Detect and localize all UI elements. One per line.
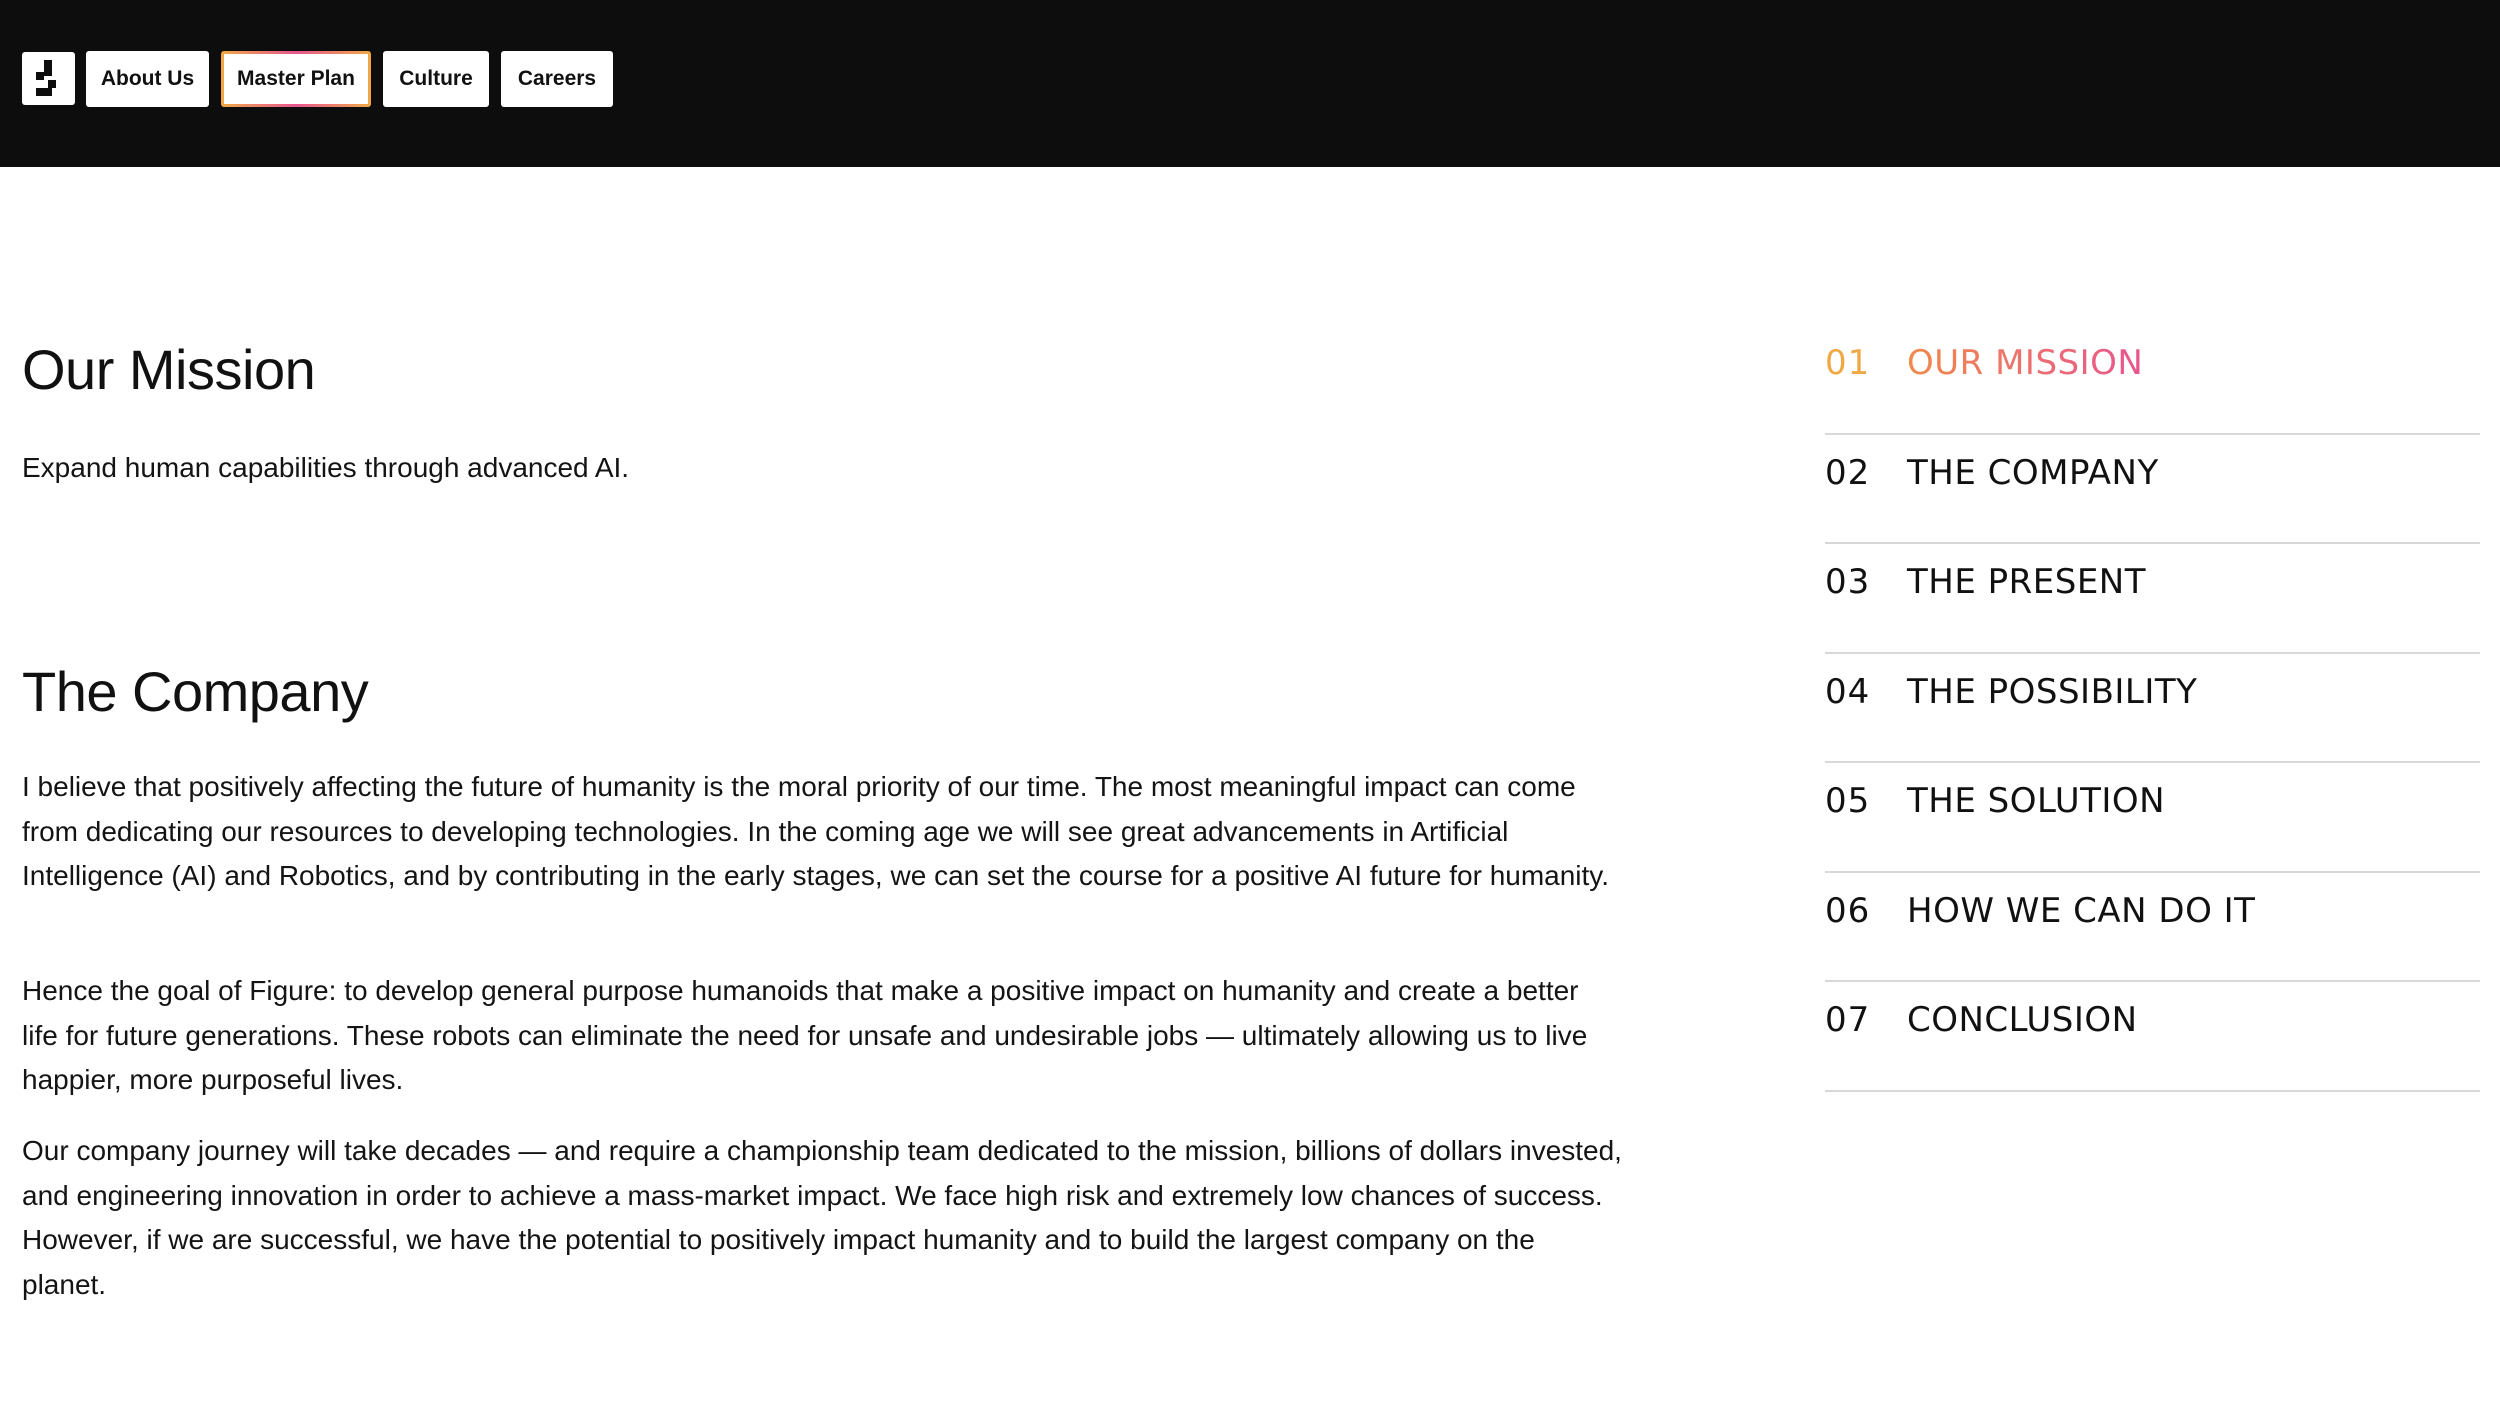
toc-item-the-present[interactable] [1825,544,2480,654]
toc-item-conclusion[interactable] [1825,982,2480,1092]
toc-number: 03 [1825,562,1871,602]
toc-item-the-possibility[interactable] [1825,654,2480,764]
nav-about-us-button[interactable]: About Us [86,51,209,107]
company-paragraph: Our company journey will take decades — and require a championship team dedicated to the mission, billions of dollars invested, and engineering innovation in order to achieve a mass-market impact. We face high risk and extremely low chances of success. However, if we are successful, we have the potential to positively impact humanity and to build the largest company on the planet. [22,1135,1622,1300]
toc-number: 05 [1825,781,1871,821]
toc-label: THE PRESENT [1907,562,2147,602]
company-heading: The Company [22,660,369,723]
mission-statement: Expand human capabilities through advanced AI. [22,452,630,483]
mission-heading: Our Mission [22,338,316,401]
toc-label: CONCLUSION [1907,1000,2138,1040]
toc-item-the-company[interactable] [1825,435,2480,545]
nav-careers-button[interactable]: Careers [501,51,613,107]
toc-label: THE COMPANY [1907,452,2159,493]
figure-logo-icon[interactable] [22,52,75,105]
toc-label: THE POSSIBILITY [1907,671,2198,712]
toc-number: 04 [1825,671,1871,712]
toc-number: 07 [1825,1000,1871,1040]
toc-number: 02 [1825,452,1871,493]
company-paragraph: Hence the goal of Figure: to develop general purpose humanoids that make a positive impact on humanity and create a better life for future generations. These robots can eliminate the need for unsafe and undesirable jobs — ultimately allowing us to live happier, more purposeful lives. [22,975,1588,1095]
top-navigation-bar [0,0,2500,167]
nav-culture-button[interactable]: Culture [383,51,489,107]
toc-item-our-mission[interactable] [1825,325,2480,435]
toc-label: THE SOLUTION [1907,781,2166,821]
toc-number: 01 [1825,343,1871,383]
company-paragraph: I believe that positively affecting the future of humanity is the moral priority of our time. The most meaningful impact can come from dedicating our resources to developing technologies. In the coming age we will see great advancements in Artificial Intelligence (AI) and Robotics, and by contributing in the early stages, we can set the course for a positive AI future for humanity. [22,771,1610,891]
toc-item-how-we-can-do-it[interactable] [1825,873,2480,983]
toc-label: HOW WE CAN DO IT [1907,890,2256,931]
logo-mark [22,52,75,105]
toc-label: OUR MISSION [1907,343,2144,383]
table-of-contents [1825,325,2480,1092]
toc-item-the-solution[interactable] [1825,763,2480,873]
toc-number: 06 [1825,890,1871,931]
nav-master-plan-button[interactable]: Master Plan [221,51,371,107]
